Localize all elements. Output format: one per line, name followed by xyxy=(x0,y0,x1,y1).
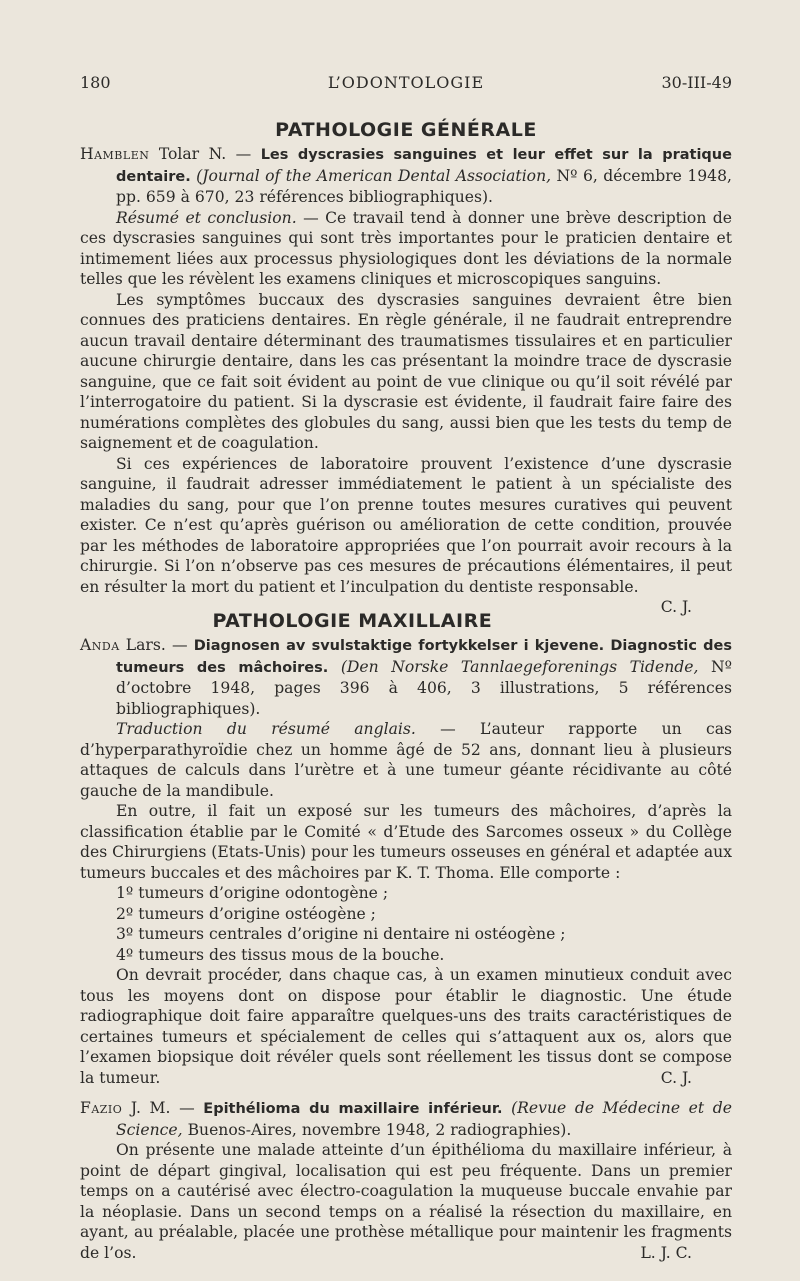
running-header xyxy=(80,73,732,97)
list-item: 4º tumeurs des tissus mous de la bouche. xyxy=(116,945,445,964)
source-details: Nº d’octobre 1948, pages 396 à 406, 3 illustrations, 5 références bibliographiques). xyxy=(116,657,733,718)
author-surname: Anda xyxy=(80,636,120,654)
reference-hamblen xyxy=(80,144,732,208)
author-given: J. M. xyxy=(130,1099,171,1117)
journal-title: L’ODONTOLOGIE xyxy=(327,73,485,92)
paragraph-text: On présente une malade atteinte d’un épithélioma du maxillaire inférieur, à point de départ gingival, localisation qui est peu fréquente. Dans un premier temps on a cautérisé avec électro-coagulation la muqueuse buccale envahie par la néoplasie. Dans un second temps on a réalisé la résection du maxillaire, en ayant, au préalable, placée une prothèse métallique pour maintenir les fragments de l’os. xyxy=(80,1141,732,1262)
signature: C. J. xyxy=(660,1068,692,1087)
list-item: 3º tumeurs centrales d’origine ni dentaire ni ostéogène ; xyxy=(116,925,566,943)
list-item: 1º tumeurs d’origine odontogène ; xyxy=(116,884,389,902)
section-title-pathologie-generale: PATHOLOGIE GÉNÉRALE xyxy=(275,119,537,141)
list-item: 2º tumeurs d’origine ostéogène ; xyxy=(116,904,376,923)
paragraph: Les symptômes buccaux des dyscrasies sanguines devraient être bien connues des praticiens dentaires. En règle générale, il ne faudrait entreprendre aucun travail dentaire déterminant des traumatismes tissulaires et en particulier aucune chirurgie dentaire, dans les cas présentant la moindre trace de dyscrasie sanguine, que ce fait soit évident au point de vue clinique ou qu’il soit révélé par l’interrogatoire du patient. Si la dyscrasie est évidente, il faudrait faire faire des numérations complètes des globules du sang, aussi bien que les tests du temp de saignement et de coagulation. xyxy=(80,290,732,452)
paragraph-text: — L’auteur rapporte un cas d’hyperparathyroïdie chez un homme âgé de 52 ans, donnant lieu à plusieurs attaques de calculs dans l’urètre et à une tumeur géante récidivante au côté gauche de la mandibule. xyxy=(80,720,732,800)
source-journal: (Revue de Médecine et de Science, xyxy=(116,1099,732,1139)
author-given: Tolar N. xyxy=(158,145,227,163)
section-title-pathologie-maxillaire: PATHOLOGIE MAXILLAIRE xyxy=(212,610,493,632)
dash: — xyxy=(179,1099,195,1117)
reference-anda xyxy=(80,635,732,719)
dash: — xyxy=(235,145,252,163)
issue-date: 30-III-49 xyxy=(661,73,732,92)
article-title: Les dyscrasies sanguines et leur effet sur la pratique dentaire. xyxy=(116,147,732,185)
paragraph-text: Si ces expériences de laboratoire prouvent l’existence d’une dyscrasie sanguine, il faudrait adresser immédiatement le patient à un spécialiste des maladies du sang, pour que l’on prenne toutes mesures curatives qui peuvent exister. Ce n’est qu’après guérison ou amélioration de cette condition, prouvée par les méthodes de laboratoire appropriées que l’on pourrait avoir recours à la chirurgie. Si l’on n’observe pas ces mesures de précautions élémentaires, il peut en résulter la mort du patient et l’inculpation du dentiste responsable. xyxy=(80,454,732,596)
paragraph xyxy=(80,965,732,1088)
paragraph xyxy=(80,454,732,616)
paragraph-text: — Ce travail tend à donner une brève description de ces dyscrasies sanguines qui sont très importantes pour le praticien dentaire et intimement liées aux processus physiologiques dont les déviations de la normale telles que les révèlent les examens cliniques et microscopiques sanguins. xyxy=(80,208,732,288)
page-number: 180 xyxy=(80,73,111,92)
paragraph-text: On devrait procéder, dans chaque cas, à un examen minutieux conduit avec tous les moyens dont on dispose pour établir le diagnostic. Une étude radiographique doit faire apparaître quelques-uns des traits caractéristiques de certaines tumeurs et spécialement de celles qui s’attaquent aux os, alors que l’examen biopsique doit révéler quels sont réellement les tissus dont se compose la tumeur. xyxy=(80,966,732,1087)
reference-fazio xyxy=(80,1098,732,1140)
paragraph xyxy=(80,1140,732,1263)
paragraph: En outre, il fait un exposé sur les tumeurs des mâchoires, d’après la classification établie par le Comité « d’Etude des Sarcomes osseux » du Collège des Chirurgiens (Etats-Unis) pour les tumeurs osseuses en général et adaptée aux tumeurs buccales et des mâchoires par K. T. Thoma. Elle comporte : xyxy=(80,802,732,882)
page-content xyxy=(80,114,732,1263)
source-details: Buenos-Aires, novembre 1948, 2 radiographies). xyxy=(187,1120,572,1139)
source-details: Nº 6, décembre 1948, pp. 659 à 670, 23 références bibliographiques). xyxy=(116,166,732,206)
paragraph-label: Résumé et conclusion. xyxy=(116,208,297,227)
paragraph-traduction xyxy=(80,719,732,801)
dash: — xyxy=(171,636,188,654)
source-journal: (Den Norske Tannlaegeforenings Tidende, xyxy=(340,657,699,676)
article-title: Diagnosen av svulstaktige fortykkelser i kjevene. Diagnostic des tumeurs des mâchoires. xyxy=(116,638,732,676)
article-title: Epithélioma du maxillaire inférieur. xyxy=(203,1101,503,1117)
author-surname: Hamblen xyxy=(80,145,150,163)
author-given: Lars. xyxy=(125,636,166,654)
signature: L. J. C. xyxy=(640,1243,692,1262)
signature: C. J. xyxy=(660,598,692,616)
source-journal: (Journal of the American Dental Association, xyxy=(196,166,552,185)
paragraph-resume xyxy=(80,208,732,290)
paragraph-label: Traduction du résumé anglais. xyxy=(116,720,416,738)
author-surname: Fazio xyxy=(80,1099,123,1117)
